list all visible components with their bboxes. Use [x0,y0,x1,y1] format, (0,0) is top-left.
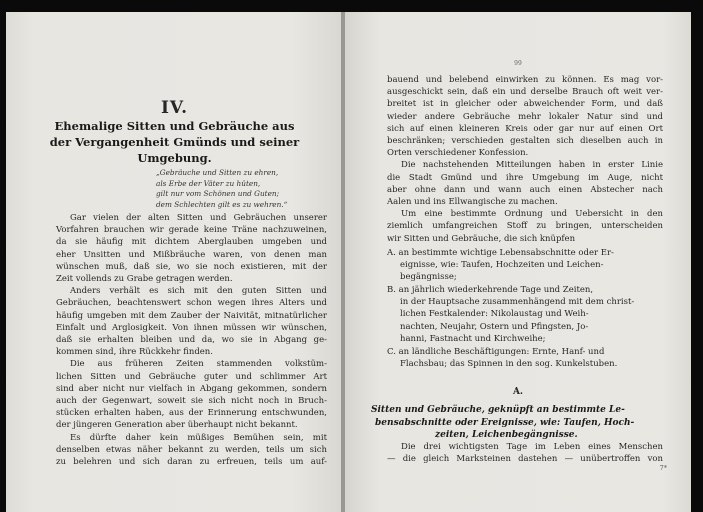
section-heading [371,404,677,442]
left-page [6,12,343,512]
text-line: zu belehren und sich daran zu erfreuen, teils um auf- [56,457,327,468]
text-line: lichen Sitten und Gebräuche guter und schlimmer Art [56,371,327,382]
text-line: — die gleich Marksteinen dastehen — unübertroffen von [387,454,663,465]
right-body-text [387,74,663,245]
text-line: sind aber nicht nur vielfach in Abgang gekommen, sondern [56,383,327,394]
text-line: daß sie erhalten bleiben und da, wo sie in Abgang ge- [56,335,327,346]
text-line: da sie häufig mit dichtem Aberglauben umgeben und [56,237,327,248]
text-line: aber ohne dann und wann auch einen Abstecher nach [387,184,663,195]
signature-mark: 7* [659,464,667,472]
text-line: Zeit vollends zu Grabe getragen werden. [56,274,233,285]
text-line: C. an ländliche Beschäftigungen: Ernte, Hanf- und [387,347,605,357]
heading-line: bensabschnitte oder Ereignisse, wie: Taufen, Hoch- [375,417,635,428]
text-line: denselben etwas näher bekannt zu werden, teils um sich [56,444,327,455]
motto-line: als Erbe der Väter zu hüten, [156,178,261,188]
text-line: wir Sitten und Gebräuche, die sich knüpfen [387,233,576,244]
text-line: Aalen und ins Ellwangische zu machen. [387,197,558,208]
heading-line: zeiten, Leichenbegängnisse. [435,430,578,440]
page-number: 99 [514,60,522,67]
text-line: begängnisse; [400,272,457,283]
motto-line: „Gebräuche und Sitten zu ehren, [156,168,279,177]
text-line: auch der Gegenwart, soweit sie sich nicht noch in Bruch- [56,396,327,407]
text-line: wieder andere Gebräuche mehr lokaler Natur sind und [387,111,663,122]
motto [156,168,287,210]
text-line: Um eine bestimmte Ordnung und Uebersicht in den [401,209,663,220]
text-line: bauend und belebend einwirken zu können. Es mag vor- [387,75,663,85]
text-line: Die nachstehenden Mitteilungen haben in erster Linie [401,160,663,171]
text-line: Gebräuchen, beachtenswert schon wegen ihres Alters und [56,298,327,309]
left-body-text [56,212,327,468]
closing-text [387,441,663,465]
right-page [345,12,691,512]
text-line: Orten verschiedener Konfession. [387,148,529,159]
text-line: stücken erhalten haben, aus der Erinnerung entschwunden, [56,408,327,419]
motto-line: gilt nur vom Schönen und Guten; [156,189,280,198]
heading-line: Ehemalige Sitten und Gebräuche aus [54,119,295,133]
text-line: häufig umgeben mit dem Zauber der Naivität, mitnatürlicher [56,310,327,321]
list-item-c [387,346,617,370]
text-line: Die aus früheren Zeiten stammenden volkstüm- [70,359,327,370]
text-line: kommen sind, ihre Rückkehr finden. [56,347,213,358]
text-line: beschränken; verschieden gestalten sich dieselben auch in [387,136,663,147]
text-line: breitet ist in gleicher oder abweichender Form, und daß [387,99,663,110]
text-line: Flachsbau; das Spinnen in den sog. Kunkelstuben. [400,359,618,370]
chapter-number: IV. [160,98,189,118]
heading-line: Sitten und Gebräuche, geknüpft an bestimmte Le- [371,405,625,415]
text-line: A. an bestimmte wichtige Lebensabschnitte oder Er- [387,248,614,258]
text-line: nachten, Neujahr, Ostern und Pfingsten, Jo- [400,321,589,332]
text-line: eignisse, wie: Taufen, Hochzeiten und Leichen- [400,260,604,271]
chapter-heading [44,118,305,166]
text-line: der jüngeren Generation aber überhaupt nicht bekannt. [56,420,298,431]
text-line: Vorfahren brauchen wir gerade keine Träne nachzuweinen, [56,225,327,236]
motto-line: dem Schlechten gilt es zu wehren.“ [156,199,288,209]
text-line: Einfalt und Arglosigkeit. Von ihnen müssen wir wünschen, [56,322,327,333]
text-line: hanni, Fastnacht und Kirchweihe; [400,333,546,344]
text-line: eher Unsitten und Mißbräuche waren, von denen man [56,249,327,260]
heading-line: der Vergangenheit Gmünds und seiner [49,135,300,149]
text-line: Gar vielen der alten Sitten und Gebräuchen unserer [70,213,327,223]
text-line: B. an jährlich wiederkehrende Tage und Zeiten, [387,285,594,295]
list-item-a [387,247,614,284]
section-letter: A. [512,387,524,397]
text-line: ausgeschickt sein, daß ein und derselbe Brauch oft weit ver- [387,87,663,98]
text-line: sich auf einen kleineren Kreis oder gar nur auf einen Ort [387,123,663,134]
text-line: die Stadt Gmünd und ihre Umgebung im Auge, nicht [387,172,663,183]
text-line: wünschen muß, daß sie, wo sie noch existieren, mit der [56,261,327,272]
text-line: lichen Festkalender: Nikolaustag und Weih- [400,309,589,320]
list-item-b [387,284,634,345]
text-line: Anders verhält es sich mit den guten Sitten und [70,286,327,297]
text-line: Die drei wichtigsten Tage im Leben eines Menschen [401,442,663,452]
text-line: in der Hauptsache zusammenhängend mit dem christ- [400,297,635,308]
text-line: Es dürfte daher kein müßiges Bemühen sein, mit [70,432,327,443]
text-line: ziemlich umfangreichen Stoff zu bringen, unterscheiden [387,221,663,232]
heading-line: Umgebung. [137,151,212,165]
